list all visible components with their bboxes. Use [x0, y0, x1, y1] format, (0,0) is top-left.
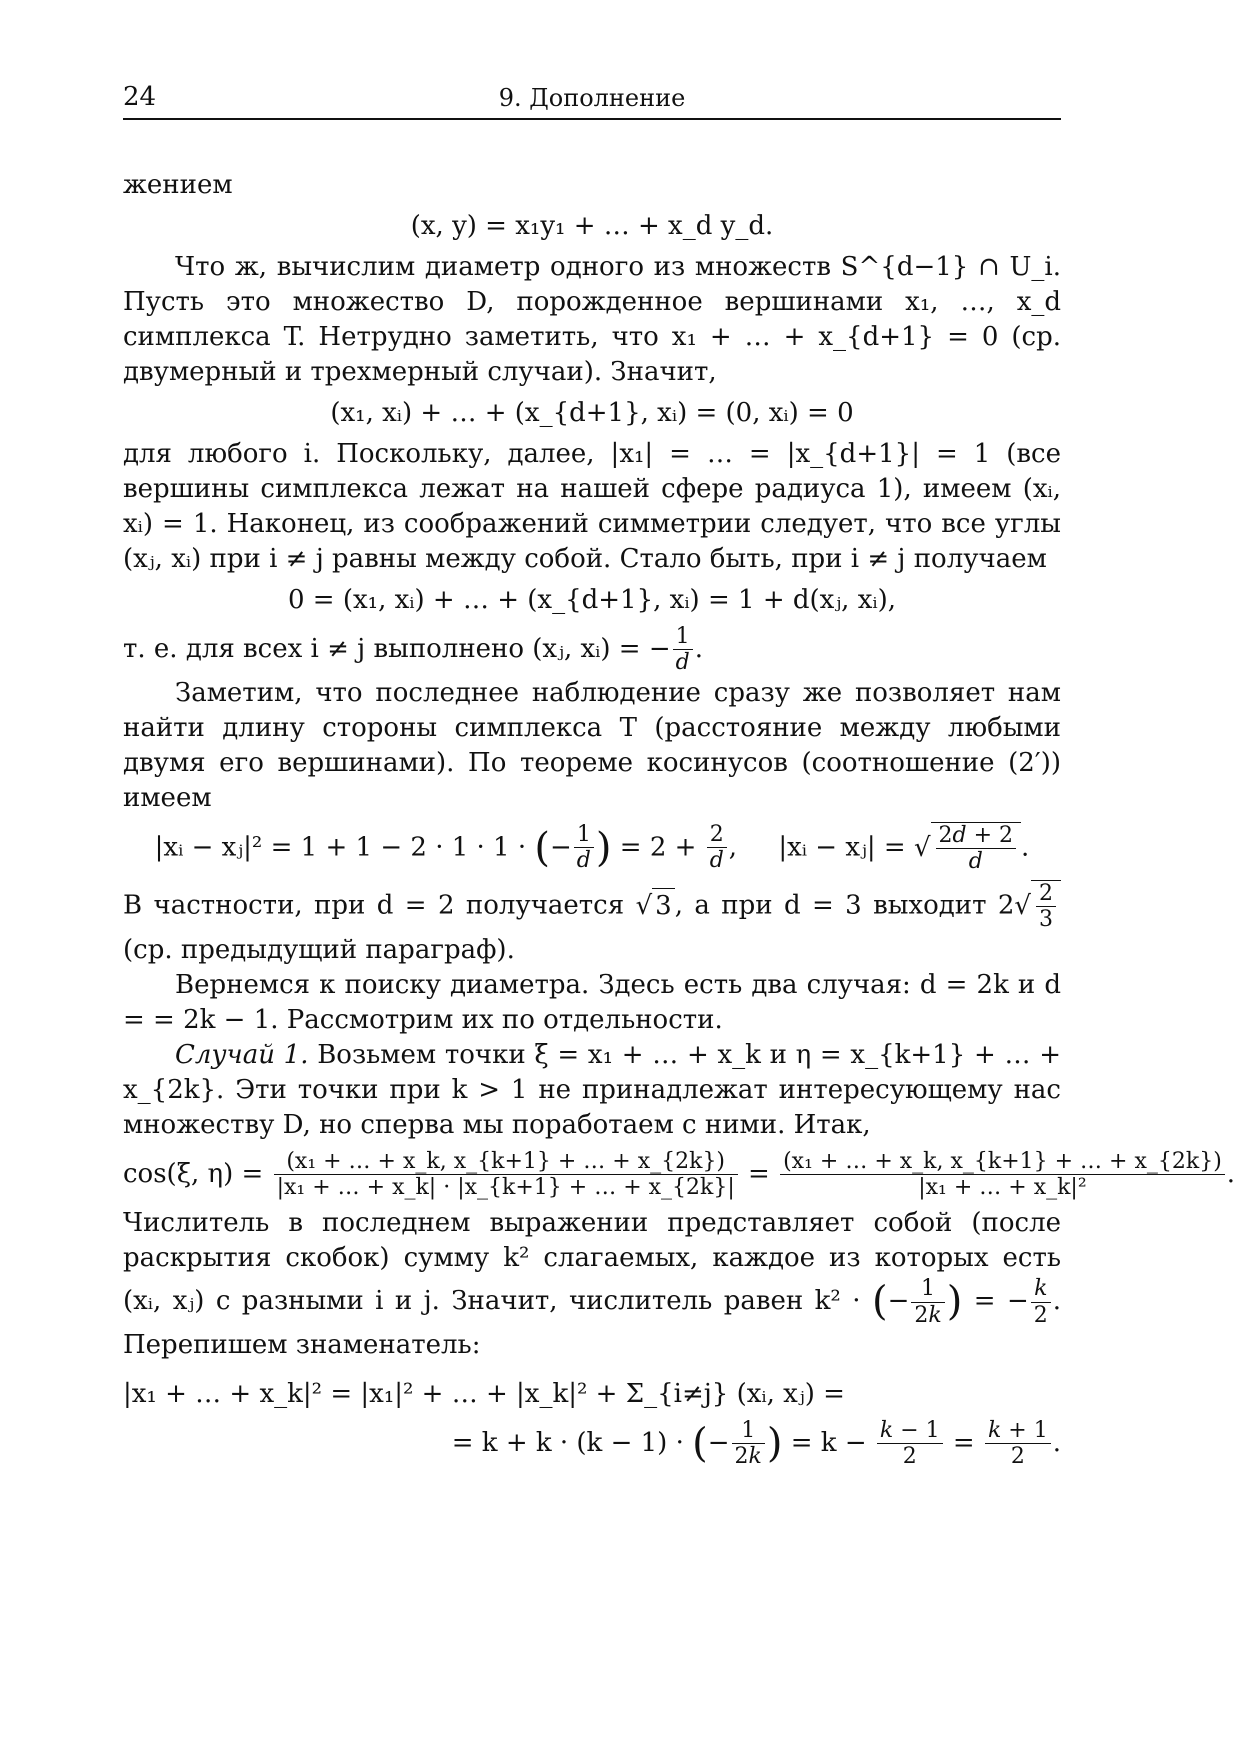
page-number: 24 — [123, 82, 157, 112]
cosine-numerator-1: (x₁ + … + x_k, x_{k+1} + … + x_{2k}) — [274, 1149, 738, 1175]
cosine-left: cos(ξ, η) = — [123, 1158, 264, 1189]
distance-formula: |xᵢ − xⱼ|² = 1 + 1 − 2 · 1 · 1 · (− $\frac{1}{d}$ ) = 2 + $\frac{2}{d}$ , |xᵢ − xⱼ| = √ $\frac{2d + 2}{d}$ . — [154, 822, 1030, 874]
paragraph-two-cases: Вернемся к поиску диаметра. Здесь есть два случая: d = 2k и d = = 2k − 1. Рассмотрим их по отдельности. — [123, 969, 1061, 1035]
case-1-label: Случай 1. — [175, 1039, 309, 1070]
page-body — [123, 168, 1235, 1476]
zero-formula: 0 = (x₁, xᵢ) + … + (x_{d+1}, xᵢ) = 1 + d(xⱼ, xᵢ), — [287, 585, 897, 615]
distance-mid: = 2 + — [619, 831, 697, 862]
sqrt-symbol: √ $\frac{2d + 2}{d}$ — [914, 822, 1021, 875]
paragraph-diameter: Что ж, вычислим диаметр одного из множеств S^{d−1} ∩ U_i. Пусть это множество D, порожденное вершинами x₁, …, x_d симплекса T. Нетрудно заметить, что x₁ + … + x_{d+1} = 0 (ср. двумерный и трехмерный случаи). Значит, — [123, 252, 1061, 387]
cosine-numerator-2: (x₁ + … + x_k, x_{k+1} + … + x_{2k}) — [780, 1149, 1225, 1175]
expansion-part-a: = k + k · (k − 1) · — [451, 1427, 684, 1458]
paragraph-symmetry: для любого i. Поскольку, далее, |x₁| = … = |x_{d+1}| = 1 (все вершины симплекса лежат на нашей сфере радиуса 1), имеем (xᵢ, xᵢ) = 1. Наконец, из соображений симметрии следует, что все углы (xⱼ, xᵢ) при i ≠ j равны между собой. Стало быть, при i ≠ j получаем — [123, 439, 1061, 574]
paragraph-result: т. е. для всех i ≠ j выполнено (xⱼ, xᵢ) = − $\frac{1}{d}$ . — [123, 624, 703, 676]
paragraph-special-cases: В частности, при d = 2 получается √ 3 , а при d = 3 выходит 2√ $\frac{2}{3}$ (ср. предыдущий параграф). — [123, 880, 1061, 968]
distance-left: |xᵢ − xⱼ|² = 1 + 1 − 2 · 1 · 1 · — [154, 831, 527, 862]
cosine-denominator-2: |x₁ + … + x_k|² — [918, 1175, 1087, 1201]
paragraph-numerator: Числитель в последнем выражении представляет собой (после раскрытия скобок) сумму k² слагаемых, каждое из которых есть (xᵢ, xⱼ) с разными i и j. Значит, числитель равен k² · (− $\frac{1}{2k}$ ) = − $\frac{k}{2}$ . Перепишем знаменатель: — [123, 1208, 1062, 1360]
dot-product-formula: (x, y) = x₁y₁ + … + x_d y_d. — [410, 211, 774, 241]
section-title: 9. Дополнение — [498, 84, 686, 112]
intro-fragment: жением — [123, 170, 233, 200]
cosine-formula: cos(ξ, η) = $\frac{\text{(x₁ + … + x\_k, x\_\{k+1\} + … + x\_\{2k\})}}{\text{|x₁ + … + x\_k| · |x\_\{k+1\} + … + x\_\{2k\}|}}$ = $\frac{\text{(x₁ + … + x\_k, x\_\{k+1\} + … + x\_\{2k\})}}{\text{|x₁ + … + x\_k|²}}$ . — [123, 1148, 1235, 1201]
expansion-formula-2: = k + k · (k − 1) · (− $\frac{1}{2k}$ ) = k − $\frac{k - 1}{2}$ = $\frac{k + 1}{2}$ . — [451, 1417, 1061, 1470]
numerator-text: Числитель в последнем выражении представляет собой (после раскрытия скобок) сумму k² слагаемых, каждое из которых есть (xᵢ, xⱼ) с разными i и j. Значит, числитель равен k² · — [123, 1208, 1061, 1317]
paragraph-cosine-theorem: Заметим, что последнее наблюдение сразу же позволяет нам найти длину стороны симплекса T (расстояние между любыми двумя его вершинами). По теореме косинусов (соотношение (2′)) имеем — [123, 677, 1061, 813]
special-cases-c: (ср. предыдущий параграф). — [123, 934, 515, 965]
special-cases-b: , а при d = 3 выходит 2 — [674, 890, 1015, 921]
case-1-text: Возьмем точки ξ = x₁ + … + x_k и η = x_{k+1} + … + x_{2k}. Эти точки при k > 1 не принадлежат интересующему нас множеству D, но сперва мы поработаем с ними. Итак, — [123, 1039, 1061, 1140]
sum-formula: (x₁, xᵢ) + … + (x_{d+1}, xᵢ) = (0, xᵢ) = 0 — [330, 398, 854, 428]
distance-right: |xᵢ − xⱼ| = — [778, 831, 906, 862]
fraction-1-over-d: $\frac{1}{d}$ — [673, 624, 693, 676]
denominator-text: Перепишем знаменатель: — [123, 1329, 481, 1360]
paragraph-case-1 — [123, 1038, 1061, 1143]
result-text: т. е. для всех i ≠ j выполнено (xⱼ, xᵢ) = − — [123, 633, 671, 664]
cosine-denominator-1: |x₁ + … + x_k| · |x_{k+1} + … + x_{2k}| — [276, 1175, 735, 1201]
page-header — [123, 78, 1061, 120]
expansion-formula-1: |x₁ + … + x_k|² = |x₁|² + … + |x_k|² + Σ_{i≠j} (xᵢ, xⱼ) = — [123, 1378, 845, 1409]
special-cases-a: В частности, при d = 2 получается — [123, 890, 625, 921]
expansion-part-b: = k − — [790, 1427, 867, 1458]
